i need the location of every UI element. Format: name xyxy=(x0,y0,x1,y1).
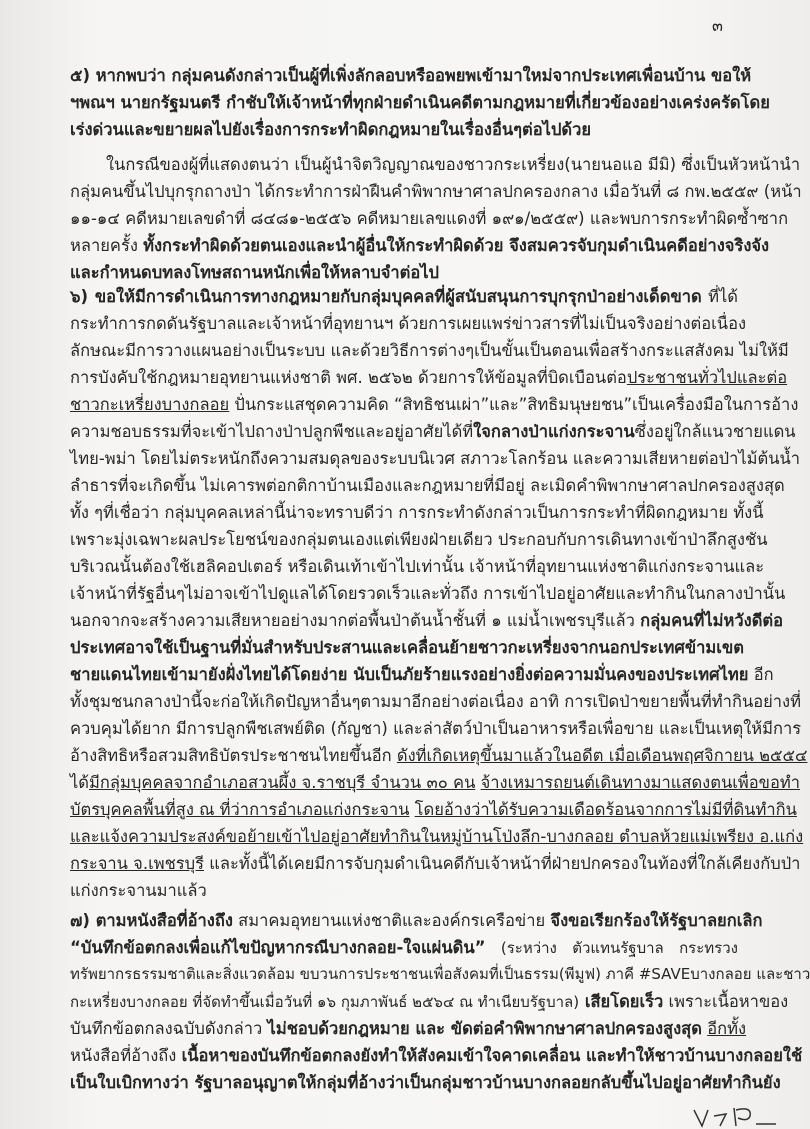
underlined-text: มีกลุ่มบุคคลจากอำเภอสวนผึ้ง จ.ราชบุรี จำนวน ๓๐ คน xyxy=(89,773,476,792)
text-line xyxy=(70,796,797,823)
underlined-text: ชาวกะเหรี่ยงบางกลอย xyxy=(70,395,230,414)
text-segment: เจ้าหน้าที่รัฐอื่นๆไม่อาจเข้าไปดูแลได้โดยรวดเร็วและทั่วถึง การเข้าไปอยู่อาศัยและทำกินในกลางป่านั้น xyxy=(70,584,786,603)
text-segment: (ระหว่าง ตัวแทนรัฐบาล กระทรวง xyxy=(485,939,738,957)
text-segment: ปั่นกระแสชุดความคิด “สิทธิชนเผ่า”และ”สิทธิมนุษยชน”เป็นเครื่องมือในการอ้าง xyxy=(229,395,799,414)
bold-text: ๖) ขอให้มีการดำเนินการทางกฎหมายกับกลุ่มบุคคลที่ผู้สนับสนุนการบุกรุกป่าอย่างเด็ดขาด xyxy=(70,287,702,306)
text-segment: ควบคุมได้ยาก มีการปลูกพืชเสพย์ติด (กัญชา) และล่าสัตว์ป่าเป็นอาหารหรือเพื่อขาย และเป็นเหตุให้มีการ xyxy=(70,719,802,738)
text-line xyxy=(70,580,786,607)
text-line xyxy=(70,934,738,961)
text-line xyxy=(70,688,801,715)
text-segment: ได้ xyxy=(70,773,90,792)
bold-text: เนื้อหาของบันทึกข้อตกลงยังทำให้สังคมเข้าใจคาดเคลื่อน และทำให้ชาวบ้านบางกลอยใช้ xyxy=(181,1046,803,1065)
text-segment: ความชอบธรรมที่จะเข้าไปถางป่าปลูกพืชและอยู่อาศัยได้ที่ xyxy=(70,422,474,441)
text-segment: อ้างสิทธิหรือสวมสิทธิบัตรประชาชนไทยขึ้นอีก xyxy=(70,746,397,765)
text-segment: บันทึกข้อตกลงฉบับดังกล่าว xyxy=(70,1019,268,1038)
text-segment: ทั้งชุมชนกลางป่านี้จะก่อให้เกิดปัญหาอื่นๆตามมาอีกอย่างต่อเนื่อง อาทิ การเปิดป่าขยายพื้นที่ทำกินอย่างที่ xyxy=(70,692,801,711)
text-line xyxy=(70,526,768,553)
bold-text: ใจกลางป่าแก่งกระจาน xyxy=(473,422,635,441)
bold-text: “บันทึกข้อตกลงเพื่อแก้ไขปัญหากรณีบางกลอย-ใจแผ่นดิน” xyxy=(70,938,486,957)
text-line xyxy=(70,391,799,418)
signature-mark xyxy=(690,1104,780,1129)
text-segment: บริเวณนั้นต้องใช้เฮลิคอปเตอร์ หรือเดินเท้าเข้าไปเท่านั้น เจ้าหน้าที่อุทยานแห่งชาติแก่งกระจานและ xyxy=(70,557,765,576)
text-segment: ในกรณีของผู้ที่แสดงตนว่า เป็นผู้นำจิตวิญญาณของชาวกระเหรี่ยง(นายนอแอ มีมิ) ซึ่งเป็นหัวหน้านำ xyxy=(106,155,801,174)
text-segment: ลำธารที่จะเกิดขึ้น ไม่เคารพต่อกติกาบ้านเมืองและกฎหมายที่มีอยู่ ละเมิดคำพิพากษาศาลปกครองสูงสุด xyxy=(70,476,785,495)
underlined-text: ดังที่เกิดเหตุขึ้นมาแล้วในอดีต เมื่อเดือนพฤศจิกายน ๒๕๕๔ xyxy=(396,746,808,765)
text-segment: นอกจากจะสร้างความเสียหายอย่างมากต่อพื้นป่าต้นน้ำชั้นที่ ๑ แม่น้ำเพชรบุรีแล้ว xyxy=(70,611,641,630)
underlined-text: อีกทั้ง xyxy=(707,1019,747,1038)
text-line xyxy=(70,988,789,1015)
text-segment: แก่งกระจานมาแล้ว xyxy=(70,881,207,900)
text-line xyxy=(70,850,801,877)
text-line xyxy=(70,178,802,205)
text-line xyxy=(70,151,801,178)
text-line xyxy=(70,116,738,143)
text-segment: เพราะเนื้อหาของ xyxy=(663,992,789,1011)
text-line xyxy=(70,1069,781,1096)
text-segment: ที่ได้ xyxy=(701,287,738,306)
text-line xyxy=(70,310,747,337)
text-line xyxy=(70,445,801,472)
text-line xyxy=(70,907,763,934)
page-number: ๓ xyxy=(712,16,723,35)
bold-text: และกำหนดบทลงโทษสถานหนักเพื่อให้หลาบจำต่อไป xyxy=(70,263,440,282)
text-line xyxy=(70,715,802,742)
text-line xyxy=(70,283,738,310)
bold-text: ฯพณฯ นายกรัฐมนตรี กำชับให้เจ้าหน้าที่ทุกฝ่ายดำเนินคดีตามกฎหมายที่เกี่ยวข้องอย่างเคร่งครัดโดย xyxy=(70,93,770,112)
bold-text: กลุ่มคนที่ไม่หวังดีต่อ xyxy=(640,611,784,630)
text-segment: ไทย-พม่า โดยไม่ตระหนักถึงความสมดุลของระบบนิเวศ สภาวะโลกร้อน และความเสียหายต่อป่าไม้ต้นน้ำ xyxy=(70,449,801,468)
bold-text: ชายแดนไทยเข้ามายังฝั่งไทยได้โดยง่าย นับเป็นภัยร้ายแรงอย่างยิ่งต่อความมั่นคงของประเทศไทย xyxy=(70,665,749,684)
bold-text: เป็นใบเบิกทางว่า รัฐบาลอนุญาตให้กลุ่มที่อ้างว่าเป็นกลุ่มชาวบ้านบางกลอยกลับขึ้นไปอยู่อาศัยทำกินยัง xyxy=(70,1073,781,1092)
text-segment: ทรัพยากรธรรมชาติและสิ่งแวดล้อม ขบวนการประชาชนเพื่อสังคมที่เป็นธรรม(พีมูฟ) ภาคี #SAVEบางกลอย และชาว xyxy=(70,965,810,983)
underlined-text: โดยอ้างว่าได้รับความเดือดร้อนจากการไม่มีที่ดินทำกิน xyxy=(414,800,797,819)
text-line xyxy=(70,364,788,391)
text-segment: หนังสือที่อ้างถึง xyxy=(70,1046,182,1065)
text-line xyxy=(70,418,796,445)
text-segment: การบังคับใช้กฎหมายอุทยานแห่งชาติ พศ. ๒๕๖๒ ด้วยการให้ข้อมูลที่บิดเบือนต่อ xyxy=(70,368,627,387)
text-line xyxy=(70,232,770,259)
text-line xyxy=(70,499,764,526)
text-line xyxy=(70,472,785,499)
bold-text: ทั้งกระทำผิดด้วยตนเองและนำผู้อื่นให้กระทำผิดด้วย จึงสมควรจับกุมดำเนินคดีอย่างจริงจัง xyxy=(143,236,770,255)
text-segment: ทั้ง ๆที่เชื่อว่า กลุ่มบุคคลเหล่านี้น่าจะทราบดีว่า การกระทำดังกล่าวเป็นการกระทำที่ผิดกฎหมาย ทั้งนี้ xyxy=(70,503,764,522)
text-segment: ๑๑-๑๔ คดีหมายเลขดำที่ ๘๔๘๑-๒๕๕๖ คดีหมายเลขแดงที่ ๑๙๑/๒๕๕๙) และพบการกระทำผิดซ้ำซาก xyxy=(70,209,789,228)
underlined-text: ประชาชนทั่วไปและต่อ xyxy=(626,368,788,387)
underlined-text: จ้างเหมารถยนต์เดินทางมาแสดงตนเพื่อขอทำ xyxy=(480,773,800,792)
text-segment: อีก xyxy=(748,665,774,684)
text-line xyxy=(70,1015,747,1042)
underlined-text: บัตรบุคคลพื้นที่สูง ณ ที่ว่าการอำเภอแก่งกระจาน xyxy=(70,800,410,819)
text-line xyxy=(70,337,789,364)
text-segment: ลักษณะมีการวางแผนอย่างเป็นระบบ และด้วยวิธีการต่างๆเป็นขั้นเป็นตอนเพื่อสร้างกระแสสังคม ไม่ให้มี xyxy=(70,341,789,360)
text-line xyxy=(70,259,738,286)
bold-text: ไม่ชอบด้วยกฎหมาย และ ขัดต่อคำพิพากษาศาลปกครองสูงสุด xyxy=(267,1019,702,1038)
text-line xyxy=(70,769,800,796)
bold-text: ๗) ตามหนังสือที่อ้างถึง xyxy=(70,911,233,930)
paragraph-item-6 xyxy=(70,283,808,904)
text-line xyxy=(70,89,770,116)
text-line xyxy=(70,742,808,769)
text-line xyxy=(70,62,752,89)
paragraph-item-5 xyxy=(70,62,770,143)
text-line xyxy=(70,961,810,988)
text-segment: กลุ่มคนขึ้นไปบุกรุกถางป่า ได้กระทำการฝ่าฝืนคำพิพากษาศาลปกครองกลาง เมื่อวันที่ ๘ กพ.๒๕๕๙ (หน้า xyxy=(70,182,802,201)
text-line xyxy=(70,823,804,850)
text-segment: สมาคมอุทยานแห่งชาติและองค์กรเครือข่าย xyxy=(232,911,551,930)
underlined-text: และแจ้งความประสงค์ขอย้ายเข้าไปอยู่อาศัยทำกินในหมู่บ้านโป่งลึก-บางกลอย ตำบลห้วยแม่เพรียง อ.แก่ง xyxy=(70,827,804,846)
bold-text: เร่งด่วนและขยายผลไปยังเรื่องการกระทำผิดกฎหมายในเรื่องอื่นๆต่อไปด้วย xyxy=(70,120,592,139)
text-line xyxy=(70,661,774,688)
text-line xyxy=(70,205,789,232)
bold-text: ประเทศอาจใช้เป็นฐานที่มั่นสำหรับประสานและเคลื่อนย้ายชาวกะเหรี่ยงจากนอกประเทศข้ามเขต xyxy=(70,638,744,657)
text-line xyxy=(70,1042,803,1069)
text-segment: กะเหรี่ยงบางกลอย ที่จัดทำขึ้นเมื่อวันที่ ๑๖ กุมภาพันธ์ ๒๕๖๔ ณ ทำเนียบรัฐบาล) xyxy=(70,993,580,1011)
bold-text: เสียโดยเร็ว xyxy=(579,992,664,1011)
text-segment: เพราะมุ่งเฉพาะผลประโยชน์ของกลุ่มตนเองแต่เพียงฝ่ายเดียว ประกอบกับการเดินทางเข้าป่าลึกสูงชัน xyxy=(70,530,768,549)
underlined-text: กระจาน จ.เพชรบุรี xyxy=(70,854,204,873)
text-line xyxy=(70,553,765,580)
text-segment: หลายครั้ง xyxy=(70,236,144,255)
paragraph-item-7 xyxy=(70,907,810,1096)
text-segment: และทั้งนี้ได้เคยมีการจับกุมดำเนินคดีกับเจ้าหน้าที่ฝ่ายปกครองในท้องที่ใกล้เคียงกับป่า xyxy=(204,854,801,873)
text-line xyxy=(70,607,784,634)
text-segment: ซึ่งอยู่ใกล้แนวชายแดน xyxy=(634,422,796,441)
paragraph-item-5-detail xyxy=(70,151,802,286)
text-segment: กระทำการกดดันรัฐบาลและเจ้าหน้าที่อุทยานฯ ด้วยการเผยแพร่ข่าวสารที่ไม่เป็นจริงอย่างต่อเนื่อง xyxy=(70,314,747,333)
bold-text: ๕) หากพบว่า กลุ่มคนดังกล่าวเป็นผู้ที่เพิ่งลักลอบหรืออพยพเข้ามาใหม่จากประเทศเพื่อนบ้าน ขอให้ xyxy=(70,66,752,85)
bold-text: จึงขอเรียกร้องให้รัฐบาลยกเลิก xyxy=(550,911,763,930)
text-line xyxy=(70,634,744,661)
text-line xyxy=(70,877,738,904)
